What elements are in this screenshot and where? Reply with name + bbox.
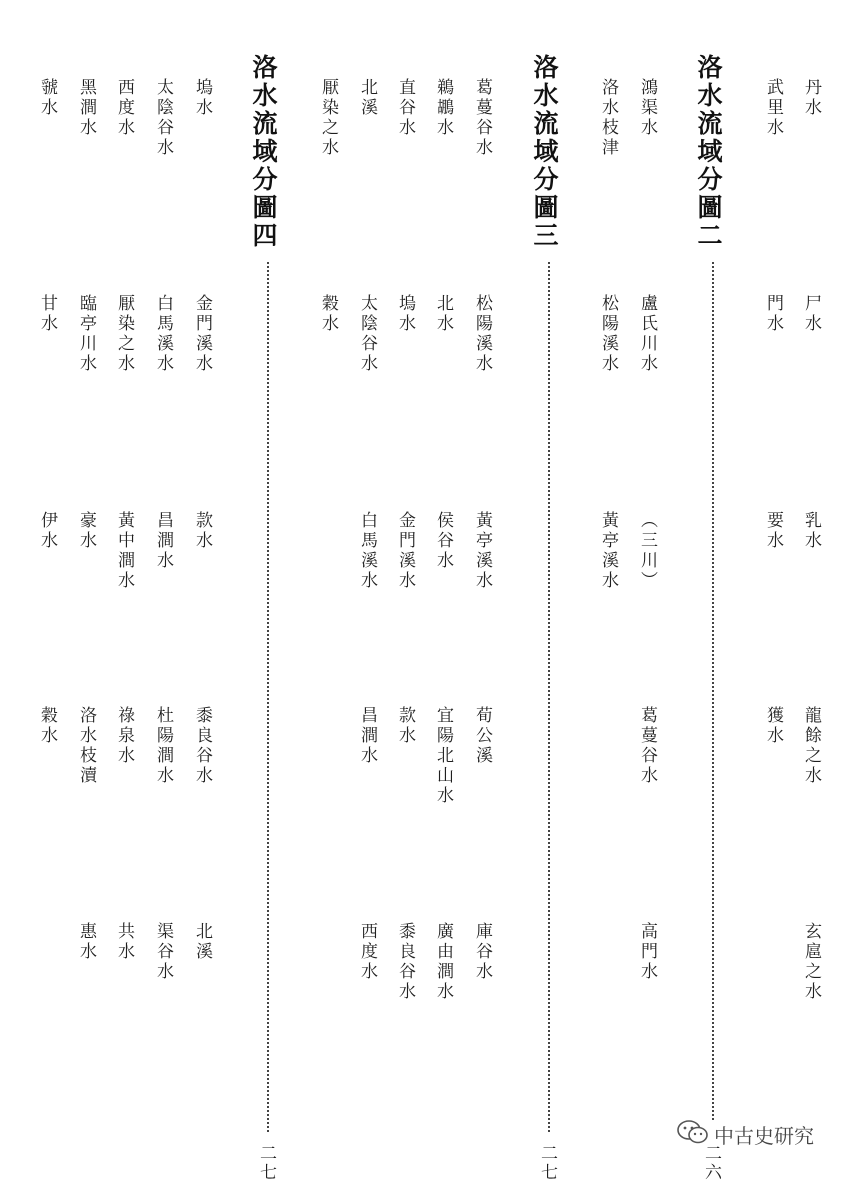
entry-s3-c1-r3: 款水 — [192, 511, 212, 551]
entry-s3-c4-r4: 洛水枝瀆 — [76, 706, 96, 786]
entry-s3-c5-r2: 甘水 — [37, 294, 57, 334]
entry-s1-c2-r3: 要水 — [763, 511, 783, 551]
entry-s1-c1-r4: 龍餘之水 — [801, 706, 821, 786]
entry-s3-c1-r1: 塢水 — [192, 78, 212, 118]
entry-s2-c4-r1: 北溪 — [357, 78, 377, 118]
entry-s3-c4-r5: 惠水 — [76, 922, 96, 962]
entry-s3-c2-r2: 白馬溪水 — [153, 294, 173, 374]
entry-s2-c2-r4: 宜陽北山水 — [433, 706, 453, 806]
entry-s1-c3-r4: 葛蔓谷水 — [637, 706, 657, 786]
entry-s1-c2-r4: 獲水 — [763, 706, 783, 746]
entry-s3-c1-r5: 北溪 — [192, 922, 212, 962]
entry-s2-c3-r5: 黍良谷水 — [395, 922, 415, 1002]
leader-dots-3 — [548, 262, 550, 1132]
entry-s2-c3-r4: 款水 — [395, 706, 415, 746]
entry-s1-c2-r1: 武里水 — [763, 78, 783, 138]
entry-s2-c2-r5: 廣由澗水 — [433, 922, 453, 1002]
entry-s3-c5-r4: 穀水 — [37, 706, 57, 746]
entry-s3-c5-r3: 伊水 — [37, 511, 57, 551]
entry-s3-c4-r1: 黑澗水 — [76, 78, 96, 138]
entry-s1-c4-r2: 松陽溪水 — [598, 294, 618, 374]
entry-s1-c3-r1: 鴻渠水 — [637, 78, 657, 138]
entry-s2-c2-r1: 鵜鶘水 — [433, 78, 453, 138]
entry-s1-c1-r3: 乳水 — [801, 511, 821, 551]
page-number-4: 二七 — [256, 1144, 276, 1182]
section-title-3: 洛水流域分圖三 — [530, 54, 559, 250]
entry-s3-c4-r3: 豪水 — [76, 511, 96, 551]
section-title-4: 洛水流域分圖四 — [249, 54, 278, 250]
entry-s2-c1-r1: 葛蔓谷水 — [472, 78, 492, 158]
entry-s3-c3-r3: 黃中澗水 — [114, 511, 134, 591]
leader-dots-2 — [712, 262, 714, 1120]
entry-s3-c1-r2: 金門溪水 — [192, 294, 212, 374]
page-number-3: 二七 — [537, 1144, 557, 1182]
entry-s3-c5-r1: 虢水 — [37, 78, 57, 118]
entry-s2-c1-r4: 荀公溪 — [472, 706, 492, 766]
entry-s1-c1-r1: 丹水 — [801, 78, 821, 118]
entry-s2-c1-r3: 黃亭溪水 — [472, 511, 492, 591]
entry-s2-c1-r5: 庫谷水 — [472, 922, 492, 982]
entry-s2-c2-r3: 侯谷水 — [433, 511, 453, 571]
entry-s1-c3-r3: （三川） — [637, 511, 657, 591]
entry-s2-c4-r4: 昌澗水 — [357, 706, 377, 766]
entry-s1-c1-r2: 尸水 — [801, 294, 821, 334]
leader-dots-4 — [267, 262, 269, 1132]
entry-s3-c3-r2: 厭染之水 — [114, 294, 134, 374]
entry-s3-c2-r4: 杜陽澗水 — [153, 706, 173, 786]
entry-s3-c3-r4: 祿泉水 — [114, 706, 134, 766]
entry-s2-c3-r1: 直谷水 — [395, 78, 415, 138]
entry-s2-c4-r5: 西度水 — [357, 922, 377, 982]
entry-s2-c3-r2: 塢水 — [395, 294, 415, 334]
page-number-2: 二六 — [701, 1144, 721, 1182]
entry-s1-c3-r5: 高門水 — [637, 922, 657, 982]
wechat-icon — [676, 1119, 710, 1150]
entry-s2-c4-r2: 太陰谷水 — [357, 294, 377, 374]
entry-s3-c1-r4: 黍良谷水 — [192, 706, 212, 786]
entry-s3-c2-r5: 渠谷水 — [153, 922, 173, 982]
entry-s3-c3-r5: 共水 — [114, 922, 134, 962]
watermark — [676, 1119, 814, 1150]
entry-s1-c2-r2: 門水 — [763, 294, 783, 334]
entry-s3-c2-r3: 昌澗水 — [153, 511, 173, 571]
entry-s2-c3-r3: 金門溪水 — [395, 511, 415, 591]
entry-s2-c2-r2: 北水 — [433, 294, 453, 334]
entry-s2-c1-r2: 松陽溪水 — [472, 294, 492, 374]
entry-s3-c3-r1: 西度水 — [114, 78, 134, 138]
entry-s3-c2-r1: 太陰谷水 — [153, 78, 173, 158]
section-title-2: 洛水流域分圖二 — [694, 54, 723, 250]
entry-s2-c5-r2: 穀水 — [318, 294, 338, 334]
entry-s2-c4-r3: 白馬溪水 — [357, 511, 377, 591]
entry-s3-c4-r2: 臨亭川水 — [76, 294, 96, 374]
entry-s1-c4-r3: 黃亭溪水 — [598, 511, 618, 591]
entry-s1-c3-r2: 盧氏川水 — [637, 294, 657, 374]
watermark-text: 中古史研究 — [714, 1124, 814, 1148]
entry-s2-c5-r1: 厭染之水 — [318, 78, 338, 158]
entry-s1-c1-r5: 玄扈之水 — [801, 922, 821, 1002]
entry-s1-c4-r1: 洛水枝津 — [598, 78, 618, 158]
